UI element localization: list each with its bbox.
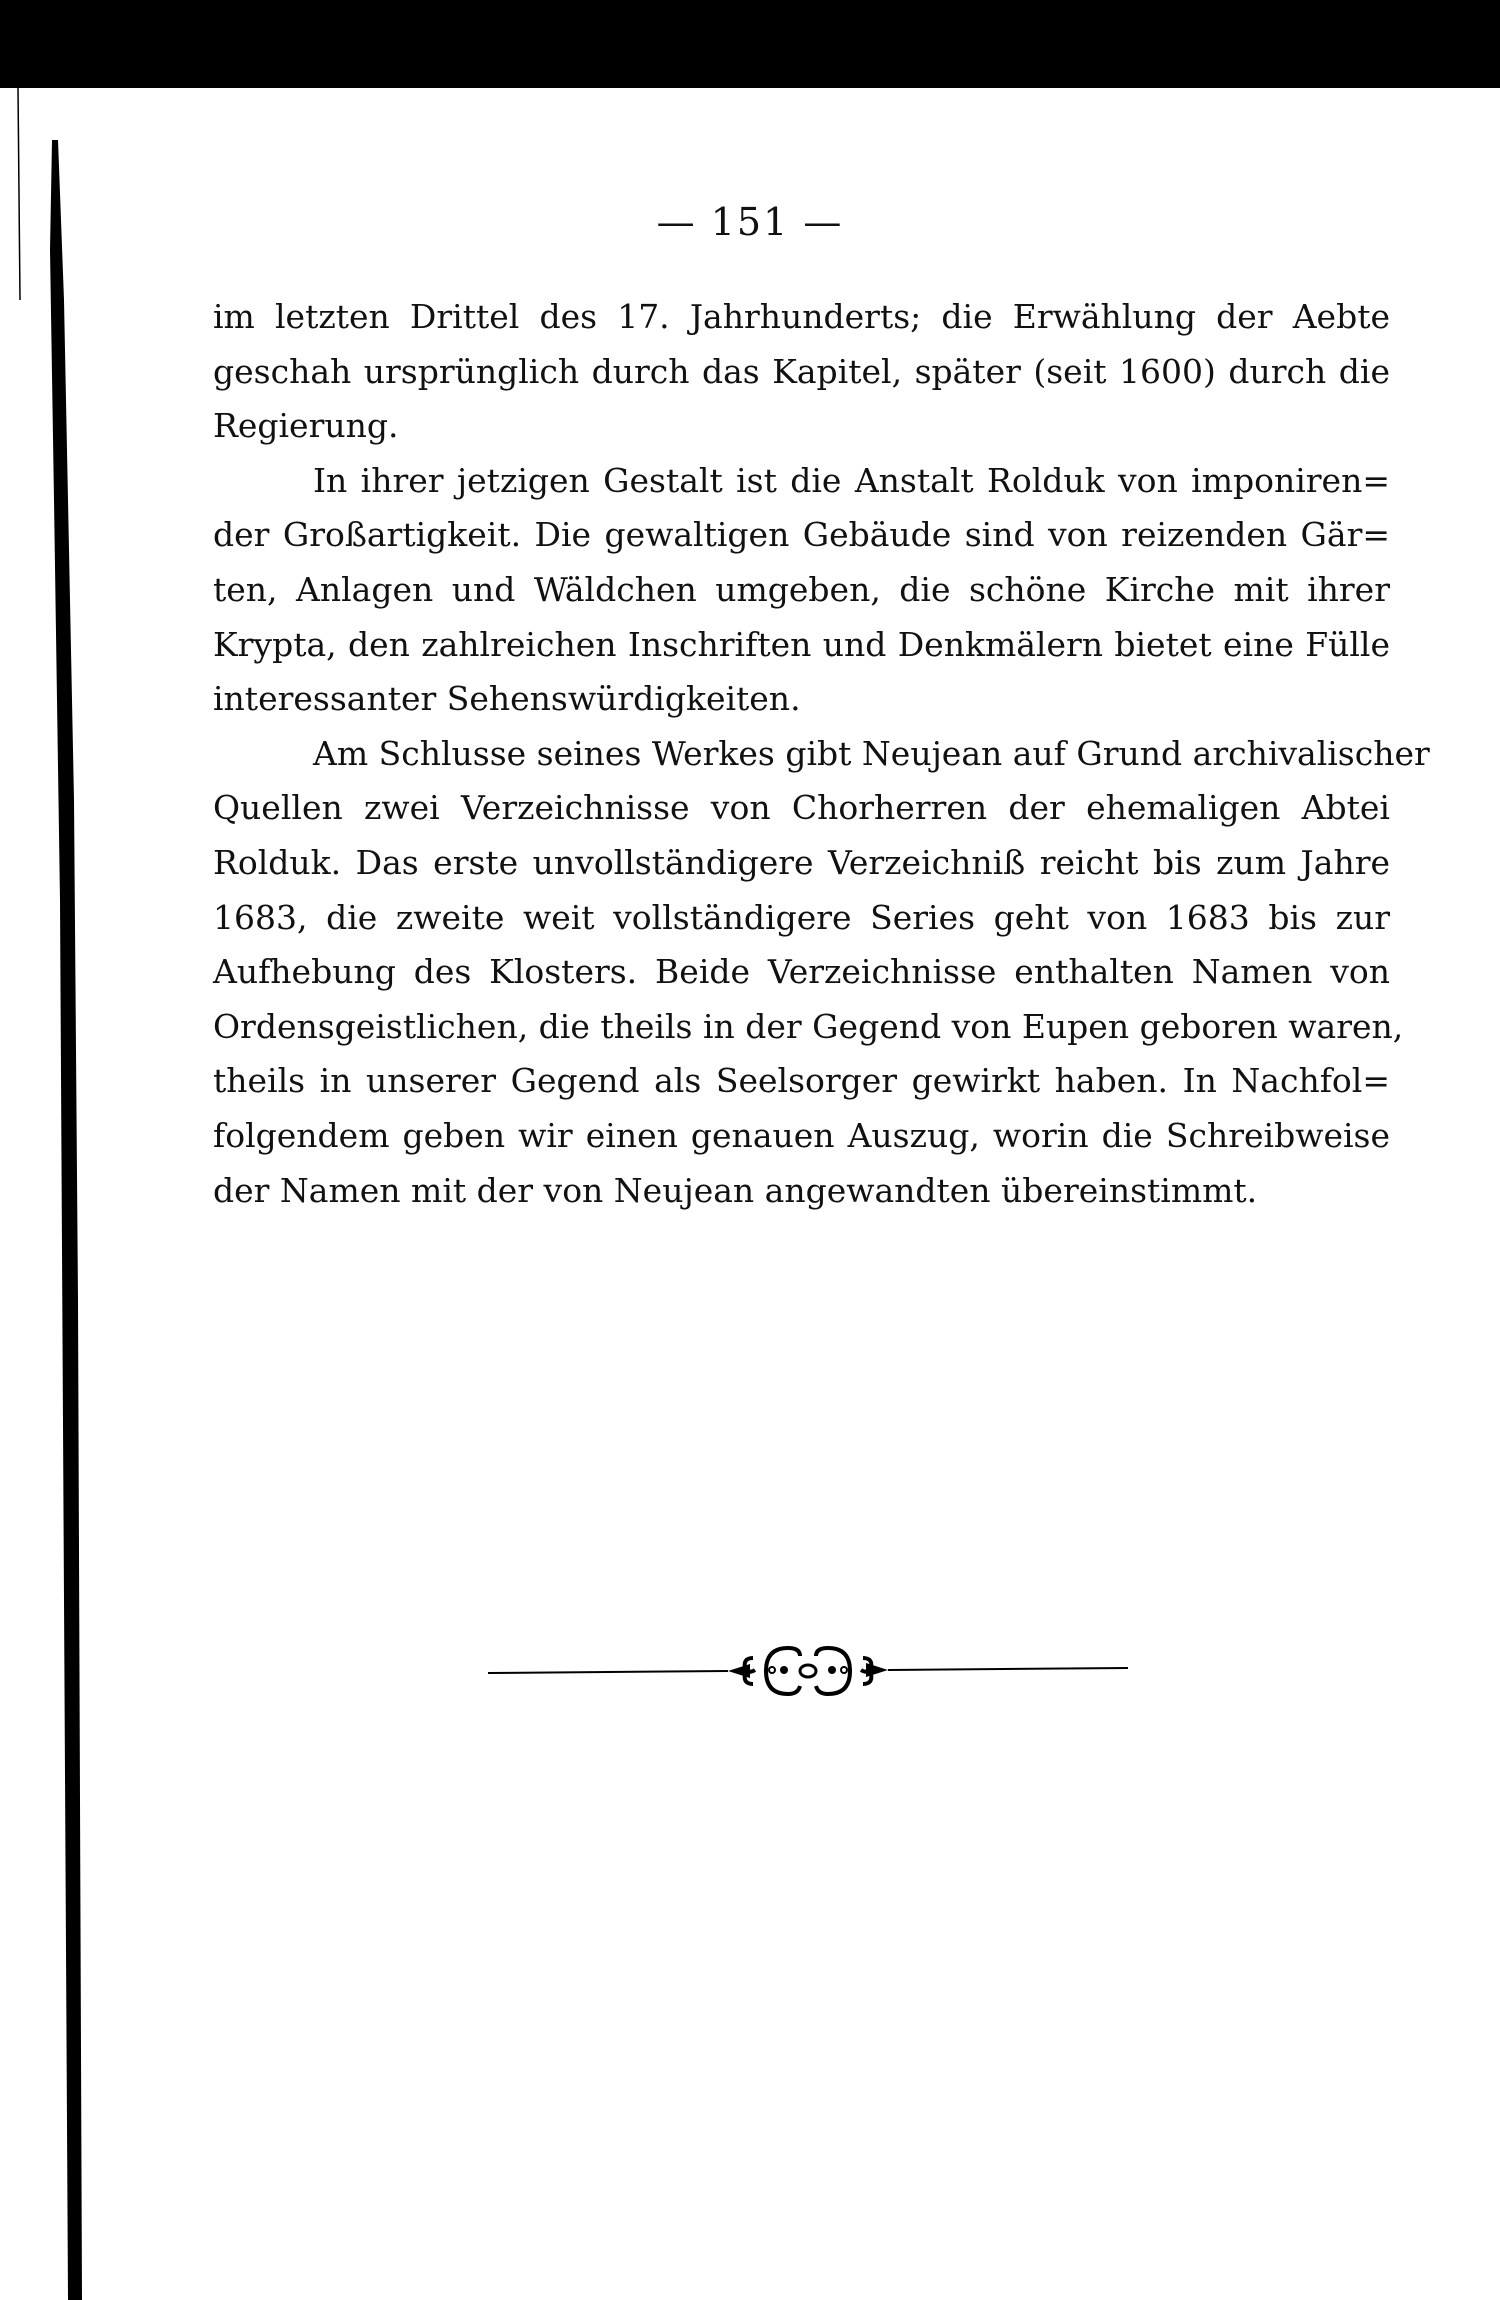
text-line: Quellen zwei Verzeichnisse von Chorherren der ehemaligen Abtei: [213, 788, 1390, 828]
text-line: ten, Anlagen und Wäldchen umgeben, die schöne Kirche mit ihrer: [213, 569, 1390, 609]
text-line: interessanter Sehenswürdigkeiten.: [213, 679, 801, 719]
page-number: — 151 —: [656, 200, 844, 244]
text-line: der Großartigkeit. Die gewaltigen Gebäude sind von reizenden Gär=: [213, 515, 1390, 555]
text-line: Regierung.: [213, 406, 399, 446]
text-line: geschah ursprünglich durch das Kapitel, später (seit 1600) durch die: [213, 351, 1390, 391]
text-line: folgendem geben wir einen genauen Auszug, worin die Schreibweise: [213, 1115, 1390, 1155]
scan-top-border: [0, 0, 1500, 88]
paragraph: [213, 454, 1390, 727]
paragraph: [213, 290, 1390, 454]
body-text: [213, 290, 1430, 1218]
text-line: Aufhebung des Klosters. Beide Verzeichnisse enthalten Namen von: [213, 952, 1390, 992]
text-line: Ordensgeistlichen, die theils in der Gegend von Eupen geboren waren,: [213, 1006, 1404, 1046]
text-line: der Namen mit der von Neujean angewandten übereinstimmt.: [213, 1170, 1258, 1210]
text-line: 1683, die zweite weit vollständigere Series geht von 1683 bis zur: [213, 897, 1390, 937]
text-line: im letzten Drittel des 17. Jahrhunderts; die Erwählung der Aebte: [213, 297, 1390, 336]
text-line: In ihrer jetzigen Gestalt ist die Anstalt Rolduk von imponiren=: [313, 460, 1390, 500]
text-line: Krypta, den zahlreichen Inschriften und Denkmälern bietet eine Fülle: [213, 624, 1390, 664]
book-spine-shadow: [0, 0, 120, 2300]
text-line: theils in unserer Gegend als Seelsorger gewirkt haben. In Nachfol=: [213, 1061, 1390, 1101]
text-line: Rolduk. Das erste unvollständigere Verzeichniß reicht bis zum Jahre: [213, 842, 1390, 882]
paragraph: [213, 727, 1430, 1218]
decorative-divider-ornament: [488, 1640, 1128, 1700]
text-line: Am Schlusse seines Werkes gibt Neujean auf Grund archivalischer: [313, 733, 1430, 773]
